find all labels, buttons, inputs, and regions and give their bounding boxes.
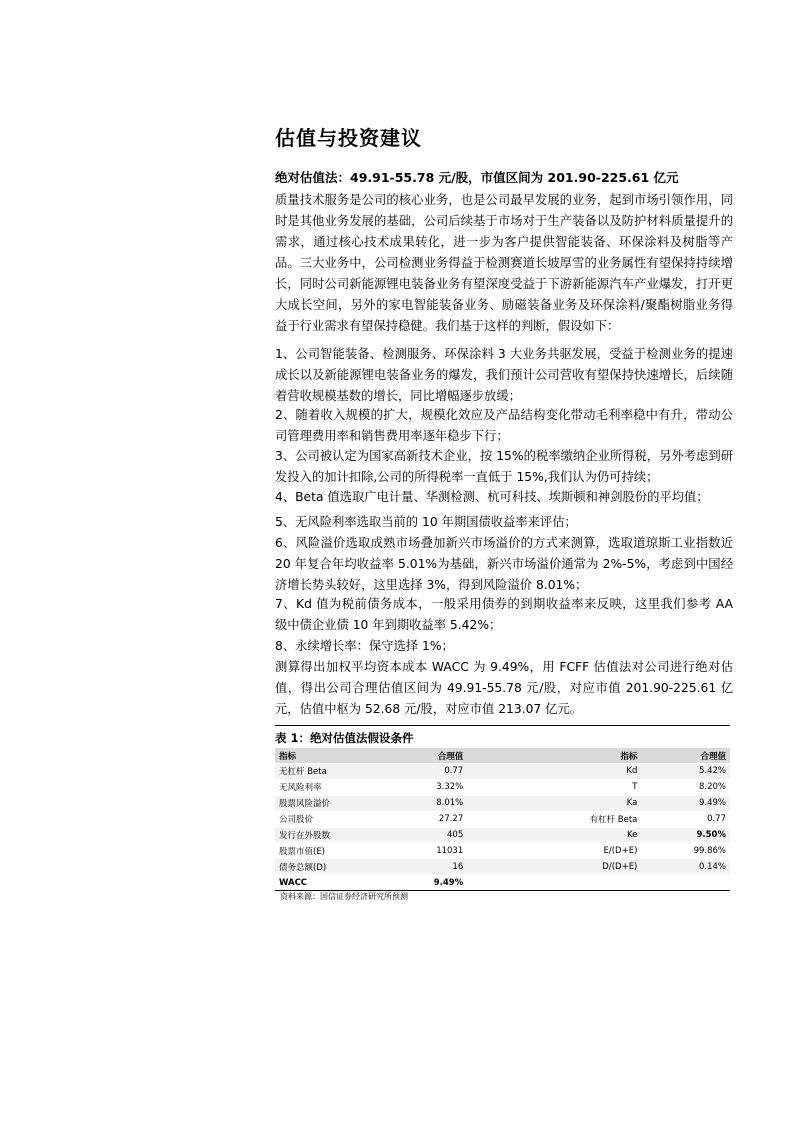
header-indicator: 指标 (275, 748, 384, 764)
valuation-subheading: 绝对估值法：49.91-55.78 元/股，市值区间为 201.90-225.61 亿元 (275, 170, 679, 185)
table-cell: 8.01% (384, 795, 468, 811)
table-cell: 股票市值(E) (275, 843, 384, 859)
intro-paragraph: 质量技术服务是公司的核心业务，也是公司最早发展的业务，起到市场引领作用，同时是其他业务发展的基础，公司后续基于市场对于生产装备以及防护材料质量提升的需求，通过核心技术成果转化，进一步为客户提供智能装备、环保涂料及树脂等产品。三大业务中，公司检测业务得益于检测赛道长坡厚雪的业务属性有望保持持续增长，同时公司新能源锂电装备业务有望深度受益于下游新能源汽车产业爆发，打开更大成长空间，另外的家电智能装备业务、励磁装备业务及环保涂料/聚酯树脂业务得益于行业需求有望保持稳健。我们基于这样的判断，假设如下： (275, 193, 733, 333)
table-cell: 债务总额(D) (275, 859, 384, 875)
section-title: 估值与投资建议 (275, 126, 422, 150)
table-row (275, 843, 730, 859)
assumption-table (275, 748, 730, 891)
table-cell: 9.49% (384, 875, 468, 891)
table-cell: 公司股价 (275, 811, 384, 827)
header-indicator: 指标 (467, 748, 641, 764)
table-cell: T (467, 779, 641, 795)
table-cell: Ke (467, 827, 641, 843)
header-value: 合理值 (384, 748, 468, 764)
table-cell: 无风险利率 (275, 779, 384, 795)
table-cell: Ka (467, 795, 641, 811)
table-cell: 有杠杆 Beta (467, 811, 641, 827)
table-cell: 无杠杆 Beta (275, 764, 384, 780)
table-cell: 405 (384, 827, 468, 843)
table-cell (467, 875, 641, 891)
table-cell: WACC (275, 875, 384, 891)
table-cell: 0.77 (384, 764, 468, 780)
table-cell: 发行在外股数 (275, 827, 384, 843)
table-cell: D/(D+E) (467, 859, 641, 875)
table-cell: E/(D+E) (467, 843, 641, 859)
table-row (275, 779, 730, 795)
table-cell: 0.14% (641, 859, 730, 875)
assumption-3: 3、公司被认定为国家高新技术企业，按 15%的税率缴纳企业所得税，另外考虑到研发投入的加计扣除,公司的所得税率一直低于 15%,我们认为仍可持续； (275, 449, 733, 484)
table-cell: 9.49% (641, 795, 730, 811)
table-cell: 11031 (384, 843, 468, 859)
assumption-7: 7、Kd 值为税前债务成本，一般采用债券的到期收益率来反映，这里我们参考 AA 级中债企业债 10 年到期收益率 5.42%； (275, 597, 733, 632)
assumption-5: 5、无风险利率选取当前的 10 年期国债收益率来评估； (275, 515, 577, 529)
table-cell: 股票风险溢价 (275, 795, 384, 811)
header-value: 合理值 (641, 748, 730, 764)
assumption-4: 4、Beta 值选取广电计量、华测检测、杭可科技、埃斯顿和神剑股份的平均值； (275, 490, 709, 504)
table-cell: Kd (467, 764, 641, 780)
table-cell (641, 875, 730, 891)
table-row (275, 827, 730, 843)
table-row (275, 859, 730, 875)
table-cell: 8.20% (641, 779, 730, 795)
table-cell: 3.32% (384, 779, 468, 795)
table-row (275, 811, 730, 827)
table-cell: 16 (384, 859, 468, 875)
table-row (275, 764, 730, 780)
table-source-note: 资料来源：国信证券经济研究所预测 (280, 892, 408, 901)
result-paragraph: 测算得出加权平均资本成本 WACC 为 9.49%，用 FCFF 估值法对公司进行绝对估值，得出公司合理估值区间为 49.91-55.78 元/股，对应市值 201.90-225.61 亿元，估值中枢为 52.68 元/股，对应市值 213.07 亿元。 (275, 660, 733, 716)
table-row (275, 875, 730, 891)
table-cell: 5.42% (641, 764, 730, 780)
assumption-6: 6、风险溢价选取成熟市场叠加新兴市场溢价的方式来测算，选取道琼斯工业指数近 20 年复合年均收益率 5.01%为基础，新兴市场溢价通常为 2%-5%，考虑到中国经济增长势头较好，这里选择 3%，得到风险溢价 8.01%； (275, 536, 733, 592)
table-title: 表 1：绝对估值法假设条件 (275, 725, 730, 746)
table-header-row (275, 748, 730, 764)
table-cell: 99.86% (641, 843, 730, 859)
assumption-1: 1、公司智能装备、检测服务、环保涂料 3 大业务共驱发展，受益于检测业务的提速成长以及新能源锂电装备业务的爆发，我们预计公司营收有望保持快速增长，后续随着营收规模基数的增长，同比增幅逐步放缓； (275, 347, 733, 403)
assumption-8: 8、永续增长率：保守选择 1%； (275, 639, 454, 653)
table-cell: 0.77 (641, 811, 730, 827)
table-row (275, 795, 730, 811)
table-cell: 9.50% (641, 827, 730, 843)
assumption-2: 2、随着收入规模的扩大，规模化效应及产品结构变化带动毛利率稳中有升，带动公司管理费用率和销售费用率逐年稳步下行； (275, 408, 733, 443)
table-cell: 27.27 (384, 811, 468, 827)
